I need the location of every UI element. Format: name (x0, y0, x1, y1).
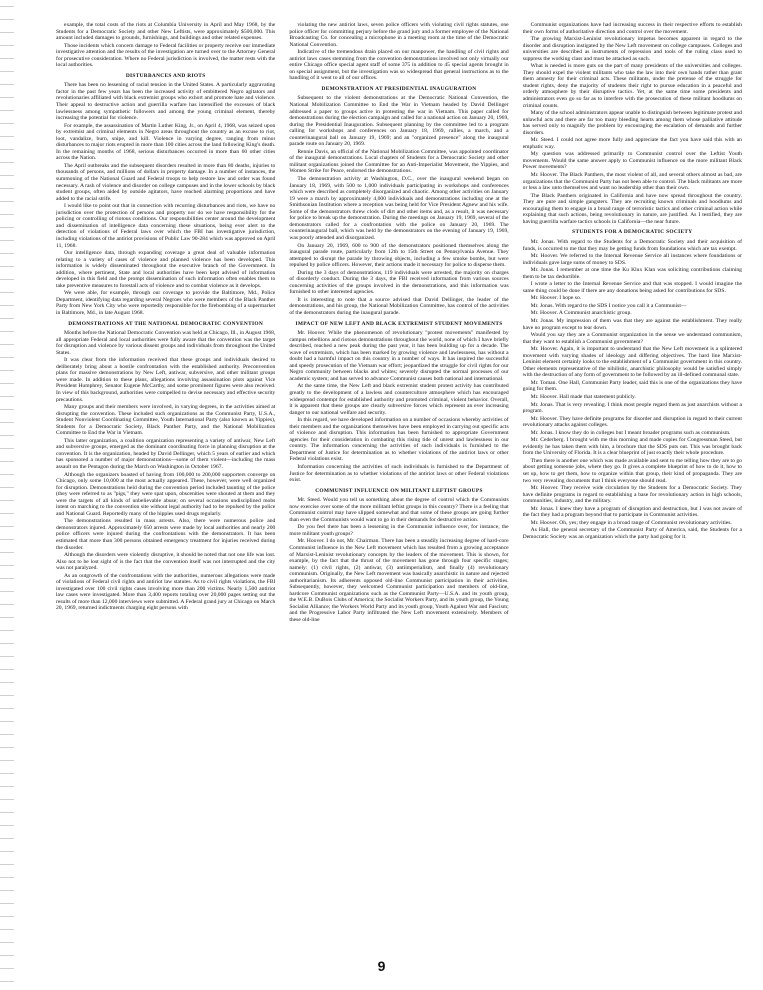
paragraph: My question was addressed primarily to Communist control over the Leftist Youth movements. Would the same answer apply to Communist influence on the more militant Black Power movements? (522, 151, 742, 171)
paragraph: For example, the assassination of Martin Luther King, Jr., on April 4, 1968, was seized upon by extremist and criminal elements in Negro areas throughout the country as an excuse to riot, loot, vandalize, burn, snipe, and kill. Violence in varying degree, ranging from minor disturbances to major riots erupted in more than 100 cities across the land following King's death. In the remaining months of 1968, serious disturbances occurred in more than 60 other cities across the Nation. (56, 122, 276, 162)
column-right (523, 22, 742, 952)
section-heading: DEMONSTRATION AT PRESIDENTIAL INAUGURATION (321, 85, 477, 92)
paragraph: This latter organization, a coalition organization representing a variety of antiwar, New Left and subversive groups, emerged as the dominant coordinating force in planning disruption at the convention. It is the organization, headed by David Dellinger, which 5 years of earlier and which has sponsored a number of major demonstrations—some of them violent—including the mass assault on the Pentagon during the March on Washington in October 1967. (56, 437, 276, 470)
paragraph: Mr. Hoover. While the phenomenon of revolutionary "protest movements" manifested by campus rebellions and riotous demonstrations throughout the world, none of which I have briefly described, reached a new peak during the past year, it has been building up for a decade. The wave of extremism, which has been marked by growing violence and lawlessness, has without a doubt had a harmful impact on this country in a number of ways. It has inspired the successful and speedy prosecution of the Vietnam war effort; jeopardized the struggle for civil rights for our Negro community between blacks and whites; severely disrupted the normal processes of our academic system; and has served to advance Communist causes both national and international. (289, 330, 509, 382)
paragraph: Mr. Hoover. We referred to the Internal Revenue Service all instances where foundations or individuals gave large sums of money to SDS. (522, 253, 742, 266)
paragraph: It was clear from the information received that these groups and individuals desired to deliberately bring about a hostile confrontation with the established authority. Preconvention plans for massive demonstrations by New Left, antiwar, subversive, and other militant groups were made. In addition to these plans, allegations involving assassination plots against Vice President Humphrey, Senator Eugene McCarthy, and some prominent figures were also received. In view of this background, authorities were compelled to devise necessary and effective security precautions. (56, 357, 276, 403)
paragraph: Indicative of the tremendous drain placed on our manpower, the handling of civil rights and antiriot laws cases stemming from the convention demonstrations involved not only virtually our entire Chicago office special agent staff of some 375 in addition to 45 special agents brought in on special assignment, but the investigation was so widespread that general instructions as to the handling of it went to all of our offices. (289, 49, 509, 82)
scan-edge-artifact (0, 0, 14, 990)
paragraph: Mr. Hoover. I do not, Mr. Chairman. There has been a steadily increasing degree of hard-core Communist influence in the New Left movement which has resulted from a growing acceptance of Marxist-Leninist revolutionary concepts by the leaders of the movement. This is shown, for example, by the fact that the thrust of the movement has gone through four specific stages; namely: (1) civil rights, (2) antiwar, (3) antiimperialism, and finally (4) revolutionary communism. Originally, the New Left movement was basically anarchistic in nature and rejected authoritarianism. Its adherents opposed old-line Communist participation in their activities. Subsequently, however, they welcomed Communist participation and members of old-line, hardcore Communist organizations such as the Communist Party—U.S.A. and its youth group, the W.E.B. DuBois Clubs of America; the Socialist Workers Party, and its youth group, the Young Socialist Alliance; the Workers World Party and its youth group, Youth Against War and Fascism; and the Progressive Labor Party infiltrated the New Left movement extensively. Members of these old-line (289, 538, 509, 624)
paragraph: Mr. Hoover. Hall made that statement publicly. (530, 393, 636, 400)
paragraph: Rennie Davis, an official of the National Mobilization Committee, was appointed coordinator of the inaugural demonstrations. Local chapters of Students for a Democratic Society and other militant organizations joined the Committee for an Anti-Imperialist Movement, the Yippies, and Women Strike for Peace, endorsed the demonstrations. (289, 148, 509, 175)
paragraph: violating the new antiriot laws, seven police officers with violating civil rights statutes, one police officer for committing perjury before the grand jury and a former employee of the National Broadcasting Co. for concealing a microphone in a meeting room at the time of the Democratic National Convention. (289, 22, 509, 48)
paragraph: Mr. Hoover. Oh, yes; they engage in a broad range of Communist revolutionary activities. (530, 519, 732, 526)
paragraph: I wrote a letter to the Internal Revenue Service and that was stopped. I would imagine the same thing could be done if there are any donations being asked for contributions for SDS. (522, 281, 742, 294)
paragraph: Information concerning the activities of such individuals is furnished to the Department of Justice for determination as to whether violations of the antiriot laws or other Federal violations exist. (289, 464, 509, 484)
paragraph: The demonstrations resulted in mass arrests. Also, there were numerous police and demonstrators injured. Approximately 650 arrests were made by local authorities and nearly 200 police officers were injured during the confrontations with the demonstrators. It has been estimated that more than 300 persons obtained emergency treatment for injuries received during the disorder. (56, 518, 276, 551)
paragraph: Mr. Hoover. They have definite programs for disorder and disruption in regard to their current revolutionary attacks against colleges. (522, 415, 742, 429)
paragraph: We were able, for example, through our coverage to provide the Baltimore, Md., Police Department, identifying data regarding several Negroes who were members of the Black Panther Party from New York City who were reportedly responsible for the firebombing of a supermarket in Baltimore, Md., in late August 1968. (56, 290, 276, 316)
paragraph: Those incidents which concern damage to Federal facilities or property receive our immediate investigative attention and the results of the investigation are turned over to the Attorney General for prosecutive consideration. Where no Federal jurisdiction is involved, the matter rests with the local authorities. (56, 42, 276, 69)
paragraph: During the 3 days of demonstrations, 119 individuals were arrested, the majority on charges of disorderly conduct. During the 3 days, the FBI received information from various sources concerning activities of the groups involved in the demonstrations, and this information was furnished to other interested agencies. (289, 269, 509, 296)
text-columns (56, 22, 742, 952)
paragraph: Do you feel there has been a lessening in the Communist influence over, for instance, the more militant youth groups? (289, 524, 509, 537)
paragraph: The April outbreaks and the subsequent disorders resulted in more than 80 deaths, injuries to thousands of persons, and millions of dollars in property damage. In a number of instances, the summoning of the National Guard and Federal troops to help restore law and order was found necessary. A rash of violence and disorder on college campuses and in the lower schools by black student groups, often aided by outside agitators, have reached alarming proportions and have added to the racial strife. (56, 162, 276, 202)
page-number: 9 (377, 958, 386, 974)
paragraph: Although the disorders were violently disruptive, it should be noted that not one life was lost. Also not to be lost sight of is the fact that the convention itself was not interrupted and the city was not paralyzed. (56, 552, 276, 572)
paragraph: Mr. Jonas. I knew they have a program of disruption and destruction, but I was not aware of the fact they had a program beyond that to participate in Communist activities. (522, 505, 742, 519)
paragraph: Mr. Hoover. The Black Panthers, the most violent of all, and several others almost as bad, are organizations that the Communist Party has not been able to control. The black militants are more or less a law unto themselves and want no leadership other than their own. (522, 172, 742, 192)
paragraph: Mr. Toman. One Hall, Communist Party leader, said this is one of the organizations they have going for them. (522, 379, 742, 393)
paragraph: I would like to point out that in connection with recurring disturbances and riots, we have no jurisdiction over the protection of persons and property nor do we have responsibility for the policing or controlling of riotous conditions. Our responsibilities center around the development and dissemination of intelligence data concerning these situations, being ever alert to the detection of violations of Federal laws over which the FBI has investigative jurisdiction, including violations of the antiriot provisions of Public Law 90-284 which was approved on April 11, 1968. (56, 203, 276, 249)
paragraph: Many groups and their members were involved, in varying degrees, in the activities aimed at disrupting the convention. These included such organizations as the Communist Party, U.S.A., Student Nonviolent Coordinating Committee, Youth International Party (also known as Yippies), Students for a Democratic Society, Black Panther Party, and the National Mobilization Committee to End the War in Vietnam. (56, 404, 276, 437)
section-heading: DEMONSTRATIONS AT THE NATIONAL DEMOCRATIC CONVENTION (68, 320, 264, 327)
paragraph: Mr. Jonas. I remember at one time the Ku Klux Klan was soliciting contributions claiming them to be tax deductible. (522, 267, 742, 280)
paragraph: Mr. Cederberg. I brought with me this morning and made copies for Congressman Steed, but evidently he has taken them with him, a brochure that the SDS puts out. This was brought back from the University of Florida. It is a clear blueprint of just exactly their whole procedure. (522, 437, 742, 457)
paragraph: The Black Panthers originated in California and have now spread throughout the country. They are pure and simple gangsters. They are recruiting known criminals and hoodlums and encouraging them to engage in a broad range of terroristic tactics and other criminal action while explaining that such actions, being revolutionary in nature, are justified. As I testified, they are having guerrilla warfare tactics schools in California—the near future. (522, 192, 742, 225)
paragraph: Months before the National Democratic Convention was held at Chicago, Ill., in August 1968, all appropriate Federal and local authorities were fully aware that the convention was the target for disruption and violence by various dissent groups and individuals from throughout the United States. (56, 330, 276, 356)
section-heading: STUDENTS FOR A DEMOCRATIC SOCIETY (572, 229, 693, 236)
paragraph: The growing Marxist-Leninist revolutionary impetus becomes apparent in regard to the disorder and disruption instigated by the New Left movement on college campuses. Colleges and universities are described as instruments of repression and tools of the ruling class used to suppress the working class and must be attacked as such. (522, 36, 742, 62)
paragraph: Mr. Hoover. They receive wide circulation by the Students for a Democratic Society. They have definite programs in regard to establishing a base for revolutionary action in high schools, communities, industry, and the military. (522, 485, 742, 505)
paragraph: Mr. Hoover. Again, it is important to understand that the New Left movement is a splintered movement with varying shades of ideology and differing objectives. The hard line Marxist-Leninist element certainly looks to the establishment of a Communist government in this country. Other elements representative of the nihilistic, anarchistic philosophy would be satisfied simply with the destruction of any form of government to be followed by an ill-defined communal state. (522, 346, 742, 379)
paragraph: What is needed is more guts on the part of many presidents of the universities and colleges. They should expel the violent militants who take the law into their own hands rather than grant them amnesty for their criminal acts. These militants, under the pretense of the struggle for student rights, deny the majority of students their right to pursue education in a peaceful and orderly atmosphere by their disruptive tactics. Yet, at the same time some presidents and administrators even go so far as to interfere with the prosecution of these militant hoodlums on criminal counts. (522, 63, 742, 109)
paragraph: On January 20, 1969, 600 to 900 of the demonstrators positioned themselves along the inaugural parade route, particularly from 12th to 15th Street on Pennsylvania Avenue. They attempted to disrupt the parade by throwing objects, including a few smoke bombs, but were repulsed by police officers. However, their actions made it necessary for police to disperse them. (289, 242, 509, 269)
paragraph: In this regard, we have developed information on a number of occasions whereby activities of their members and the organizations themselves have been employed in carrying out specific acts of violence and disruption. This information has been furnished to appropriate Government agencies for their consideration in combating this rising tide of unrest and lawlessness in our country. The information concerning the activities of such individuals is furnished to the Department of Justice for determination as to whether violations of the antiriot laws or other Federal violations exist. (289, 417, 509, 463)
paragraph: Communist organizations have had increasing success in their respective efforts to establish their own forms of authoritative direction and control over the movement. (522, 22, 742, 35)
paragraph: Mr. Jonas. I know they do in colleges but I meant broader programs such as communism. (530, 429, 731, 436)
column-middle (289, 22, 508, 952)
section-heading: DISTURBANCES AND RIOTS (125, 72, 206, 79)
paragraph: Although the organizers boasted of having from 100,000 to 200,000 supporters converge on Chicago, only some 10,000 at the most actually appeared. These, however, were well organized for disruption. Demonstrations held during the convention period included taunting of the police (they were referred to as "pigs," they were spat upon, obscenities were shouted at them and they were the targets of all kinds of unbelievable abuse; on several occasions undisciplined mobs intent on marching to the convention site without legal authority had to be repulsed by the police and National Guard. Reportedly many of the hippies used drugs regularly. (56, 471, 276, 517)
paragraph: Then there is another one which was made available and sent to me telling how they are to go about getting someone jobs, where they go. It gives a complete blueprint of how to do it, how to set up, how to get them, how to organize within that group, their kind of propaganda. They are two very revealing documents that I think everyone should read. (522, 457, 742, 484)
paragraph: The demonstration activity at Washington, D.C., over the inaugural weekend began on January 18, 1969, with 500 to 1,000 individuals participating in workshops and conferences which were described as completely disorganized and chaotic. Among other activities on January 19 were a march by approximately 4,000 individuals and demonstrations including one at the Smithsonian Institution where a reception was being held for Vice President Agnew and his wife. Some of the demonstrators threw clods of dirt and other items and, as a result, it was necessary for police to break up the demonstration. During the meetings on January 19, 1969, several of the demonstrators called for a confrontation with the police on January 20, 1969. The counterinaugural ball, which was held by the demonstrators on the evening of January 19, 1969, was poorly attended and disorganized. (289, 176, 509, 241)
paragraph: example, the total costs of the riots at Columbia University in April and May 1968, by the Students for a Democratic Society and other New Leftists, were approximately $500,000. This amount included damages to grounds, furnishings, and buildings and other related expenses. (56, 22, 276, 42)
paragraph: Subsequent to the violent demonstrations at the Democratic National Convention, the National Mobilization Committee to End the War in Vietnam headed by David Dellinger addressed a paper to groups active in protesting the war in Vietnam. This paper called for demonstrations during the election campaign and called for a national action on January 20, 1969, during the Presidential Inauguration. Subsequent planning by the committee led to a program calling for workshops and conferences on January 18, 1969, rallies, a march, and a counterinaugural ball on January 19, 1969; and an "organized presence" along the inaugural parade route on January 20, 1969. (289, 95, 509, 148)
paragraph: There has been no lessening of racial tension in the United States. A particularly aggravating factor in the past few years has been the increased activity of embittered Negro agitators and revolutionaries affiliated with black extremist groups who exhort and promote hate and violence. Their appeal to destructive action and guerrilla warfare has intensified the excesses of black lawlessness among sympathetic followers and among the young criminal element, thereby increasing the potential for violence. (56, 82, 276, 122)
paragraph: Mr. Steed. I could not agree more fully and appreciate the fact you have said this with an emphatic way. (522, 137, 742, 150)
section-heading: IMPACT OF NEW LEFT AND BLACK EXTREMIST STUDENT MOVEMENTS (295, 320, 503, 327)
paragraph: Mr. Jonas. With regard to the SDS I notice you call it a Communist— (530, 302, 687, 309)
paragraph: Mr. Jonas. That is very revealing. I think most people regard them as just anarchists without a program. (522, 401, 742, 415)
paragraph: Many of the school administrators appear unable to distinguish between legitimate protest and unlawful acts and there are far too many bleeding hearts among them whose palliative attitude has served only to magnify the problem by encouraging the escalation of demands and further disorders. (522, 110, 742, 136)
paragraph: As an outgrowth of the confrontations with the authorities, numerous allegations were made of violations of Federal civil rights and antiriot law statutes. As to civil rights violations, the FBI investigated over 100 civil rights cases involving more than 200 victims. Nearly 1,500 antiriot law cases were investigated. More than 3,400 reports totaling over 20,000 pages setting out the results of more than 12,000 interviews were submitted. A Federal grand jury at Chicago on March 20, 1969, returned indictments charging eight persons with (56, 572, 276, 612)
paragraph: Mr. Steed. Would you tell us something about the degree of control which the Communists now exercise over some of the more militant leftist groups in this country? There is a feeling that Communist control may have slipped somewhat and that some of these groups are going further than even the Communists would want to go in their demands for destructive action. (289, 497, 509, 523)
paragraph: Mr. Hoover. A Communist anarchistic group. (530, 310, 632, 317)
paragraph: As Hall, the general secretary of the Communist Party of America, said, the Students for a Democratic Society was an organization which the party had going for it. (522, 527, 742, 540)
column-left (56, 22, 275, 952)
paragraph: Our intelligence data, through expanding coverage a great deal of valuable information relating to a variety of cases of violence and planned violence has been developed. This information is widely disseminated throughout the executive branch of the Government. In addition, where pertinent, State and local authorities have been kept advised of information developed in this field and the prompt dissemination of such information often enables them to take preventive measures to forestall acts of violence and to combat violence as it develops. (56, 250, 276, 289)
paragraph: It is interesting to note that a source advised that David Dellinger, the leader of the demonstrations, and his group, the National Mobilization Committee, has control of the activities of the demonstrators during the inaugural parade. (289, 296, 509, 316)
paragraph: Mr. Jonas. My impression of them was that they are against the establishment. They really have no program except to tear down. (522, 317, 742, 331)
section-heading: COMMUNIST INFLUENCE ON MILITANT LEFTIST GROUPS (315, 487, 483, 494)
paragraph: Would you say they are a Communist organization in the sense we understand communism, that they want to establish a Communist government? (522, 332, 742, 345)
paragraph: Mr. Jonas. With regard to the Students for a Democratic Society and their acquisition of funds, is occurred to me that they may be getting funds from foundations which are tax exempt. (522, 238, 742, 252)
paragraph: Mr. Hoover. I hope so. (530, 295, 582, 302)
paragraph: At the same time, the New Left and black extremist student protest activity has contributed greatly to the development of a lawless and counterculture atmosphere which has encouraged widespread contempt for established authority and promoted criminal, violent behavior. Overall, it is apparent that these groups are clearly subversive forces which represent an ever increasing danger to our national welfare and security. (289, 383, 509, 416)
